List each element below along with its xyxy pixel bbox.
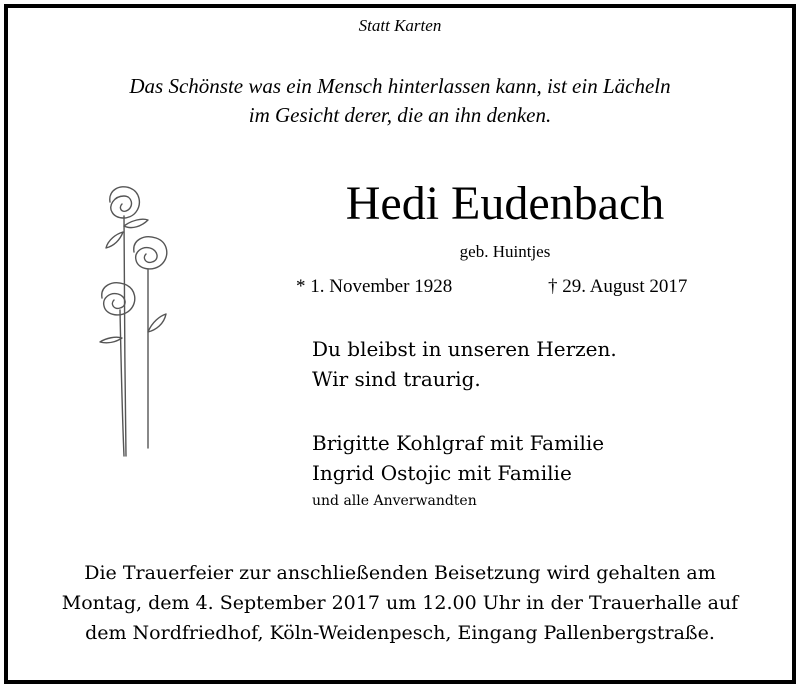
message: [312, 334, 617, 394]
message-line: Wir sind traurig.: [312, 367, 481, 391]
family-member: Ingrid Ostojic mit Familie: [312, 461, 572, 485]
message-line: Du bleibst in unseren Herzen.: [312, 337, 617, 361]
notice-line: Montag, dem 4. September 2017 um 12.00 Uhr in der Trauerhalle auf: [61, 592, 739, 614]
notice-line: Die Trauerfeier zur anschließenden Beisetzung wird gehalten am: [84, 562, 716, 584]
family-list: [312, 428, 604, 488]
birth-date: * 1. November 1928: [296, 276, 453, 297]
death-date: † 29. August 2017: [548, 276, 688, 297]
rose-drawing-icon: [80, 180, 190, 460]
quote-line: im Gesicht derer, die an ihn denken.: [248, 103, 552, 127]
notice-line: dem Nordfriedhof, Köln-Weidenpesch, Eingang Pallenbergstraße.: [85, 622, 715, 644]
relatives-text: und alle Anverwandten: [312, 493, 477, 509]
quote: [0, 72, 800, 130]
family-member: Brigitte Kohlgraf mit Familie: [312, 431, 605, 455]
deceased-name: Hedi Eudenbach: [345, 177, 665, 230]
quote-line: Das Schönste was ein Mensch hinterlassen kann, ist ein Lächeln: [129, 74, 671, 98]
maiden-name: geb. Huintjes: [459, 242, 551, 261]
funeral-notice: [0, 558, 800, 648]
header-text: Statt Karten: [358, 16, 442, 35]
